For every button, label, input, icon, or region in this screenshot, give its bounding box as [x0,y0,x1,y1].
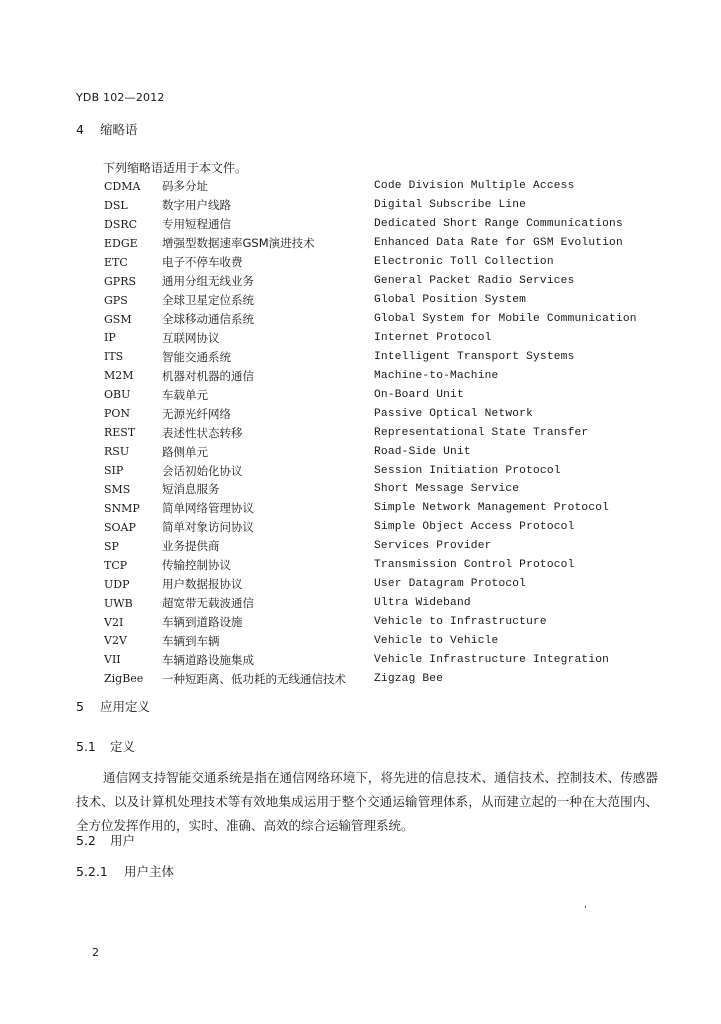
section-number: 5.1 [76,739,96,754]
chinese-term: 机器对机器的通信 [162,368,254,383]
english-term: Intelligent Transport Systems [374,350,575,363]
stray-mark: , [584,900,587,910]
abbreviation-row [104,575,664,594]
abbreviation-code: V2I [104,615,124,629]
abbreviation-row [104,650,664,669]
document-code: YDB 102—2012 [76,91,165,104]
section-number: 4 [76,122,84,137]
abbreviation-code: REST [104,426,136,440]
chinese-term: 通用分组无线业务 [162,274,254,289]
abbreviation-row [104,632,664,651]
abbreviation-row [104,518,664,537]
chinese-term: 传输控制协议 [162,558,231,573]
abbreviation-row [104,461,664,480]
chinese-term: 增强型数据速率GSM演进技术 [162,236,315,251]
section-title: 用户主体 [123,864,174,879]
section-5-2-1-heading [76,862,174,880]
chinese-term: 智能交通系统 [162,349,231,364]
english-term: Vehicle to Infrastructure [374,616,547,629]
abbreviation-row [104,556,664,575]
chinese-term: 车载单元 [162,387,208,402]
abbreviation-code: TCP [104,558,128,572]
abbreviation-row [104,272,664,291]
section-title: 缩略语 [99,122,138,137]
abbreviation-code: UDP [104,577,130,591]
abbreviation-row [104,499,664,518]
chinese-term: 全球卫星定位系统 [162,293,254,308]
abbreviation-code: M2M [104,369,134,383]
chinese-term: 专用短程通信 [162,217,231,232]
abbreviation-row [104,234,664,253]
abbreviation-code: EDGE [104,236,138,250]
abbreviation-row [104,537,664,556]
chinese-term: 车辆到道路设施 [162,615,243,630]
section-number: 5 [76,699,84,714]
english-term: Internet Protocol [374,331,492,344]
page-number: 2 [92,946,99,959]
chinese-term: 超宽带无载波通信 [162,596,254,611]
section-5-heading [76,697,150,715]
english-term: On-Board Unit [374,388,464,401]
abbreviation-row [104,253,664,272]
abbreviation-row [104,480,664,499]
abbreviation-code: GPS [104,293,128,307]
chinese-term: 用户数据报协议 [162,577,243,592]
abbreviation-row [104,347,664,366]
chinese-term: 会话初始化协议 [162,463,243,478]
english-term: Code Division Multiple Access [374,180,575,193]
abbreviation-code: PON [104,407,131,421]
abbreviation-code: IP [104,331,116,345]
abbreviation-row [104,291,664,310]
section-title: 用户 [109,833,135,848]
abbreviation-code: RSU [104,445,130,459]
english-term: Vehicle to Vehicle [374,634,499,647]
abbreviation-row [104,423,664,442]
section-number: 5.2.1 [76,864,108,879]
english-term: Machine-to-Machine [374,369,499,382]
chinese-term: 一种短距离、低功耗的无线通信技术 [162,671,346,686]
english-term: Enhanced Data Rate for GSM Evolution [374,237,623,250]
abbreviation-row [104,613,664,632]
abbreviation-code: CDMA [104,179,141,193]
abbreviation-row [104,177,664,196]
section-5-1-heading [76,737,135,755]
abbreviation-code: DSL [104,198,128,212]
chinese-term: 数字用户线路 [162,198,231,213]
section-5-2-heading [76,831,135,849]
abbreviation-row [104,366,664,385]
english-term: Zigzag Bee [374,672,444,685]
abbreviation-code: GSM [104,312,132,326]
abbreviation-code: ETC [104,255,128,269]
english-term: Passive Optical Network [374,407,534,420]
abbreviation-row [104,404,664,423]
abbreviation-code: DSRC [104,217,138,231]
abbreviation-code: SMS [104,482,131,496]
english-term: Road-Side Unit [374,445,471,458]
english-term: Dedicated Short Range Communications [374,218,623,231]
chinese-term: 车辆道路设施集成 [162,652,254,667]
abbreviation-row [104,442,664,461]
abbreviation-row [104,385,664,404]
section-4-heading [76,120,138,138]
english-term: Services Provider [374,540,492,553]
section-title: 定义 [109,739,135,754]
abbreviation-code: OBU [104,388,131,402]
abbreviation-code: ITS [104,350,124,364]
abbreviation-code: SOAP [104,520,136,534]
chinese-term: 无源光纤网络 [162,406,231,421]
section-title: 应用定义 [99,699,150,714]
abbreviation-code: UWB [104,596,133,610]
abbreviation-code: SP [104,539,119,553]
abbreviation-code: VII [104,653,121,667]
abbreviation-row [104,669,664,688]
definition-paragraph: 通信网支持智能交通系统是指在通信网络环境下，将先进的信息技术、通信技术、控制技术、传感器技术、以及计算机处理技术等有效地集成运用于整个交通运输管理体系，从而建立起的一种在大范围内、全方位发挥作用的，实时、准确、高效的综合运输管理系统。 [76,770,658,833]
english-term: Transmission Control Protocol [374,559,575,572]
chinese-term: 路侧单元 [162,444,208,459]
english-term: Global System for Mobile Communication [374,313,637,326]
chinese-term: 互联网协议 [162,330,220,345]
abbreviation-row [104,329,664,348]
abbreviation-row [104,215,664,234]
chinese-term: 短消息服务 [162,482,220,497]
english-term: User Datagram Protocol [374,578,527,591]
english-term: Digital Subscribe Line [374,199,527,212]
abbreviation-row [104,594,664,613]
abbreviation-code: SIP [104,464,124,478]
abbreviations-intro: 下列缩略语适用于本文件。 [103,161,248,175]
chinese-term: 车辆到车辆 [162,633,220,648]
abbreviation-row [104,310,664,329]
english-term: Representational State Transfer [374,426,589,439]
english-term: Ultra Wideband [374,597,471,610]
chinese-term: 码多分址 [162,179,208,194]
abbreviation-code: ZigBee [104,672,144,686]
chinese-term: 业务提供商 [162,539,220,554]
abbreviation-code: GPRS [104,274,137,288]
english-term: Simple Object Access Protocol [374,521,575,534]
chinese-term: 简单对象访问协议 [162,520,254,535]
section-number: 5.2 [76,833,96,848]
abbreviation-table [104,177,664,688]
chinese-term: 全球移动通信系统 [162,312,254,327]
chinese-term: 简单网络管理协议 [162,501,254,516]
english-term: Simple Network Management Protocol [374,502,610,515]
abbreviation-code: V2V [104,634,127,648]
abbreviation-code: SNMP [104,501,140,515]
english-term: Session Initiation Protocol [374,464,561,477]
chinese-term: 表述性状态转移 [162,425,243,440]
english-term: Vehicle Infrastructure Integration [374,653,610,666]
abbreviation-row [104,196,664,215]
english-term: Short Message Service [374,483,520,496]
chinese-term: 电子不停车收费 [162,255,243,270]
english-term: Electronic Toll Collection [374,256,554,269]
english-term: Global Position System [374,294,527,307]
english-term: General Packet Radio Services [374,275,575,288]
